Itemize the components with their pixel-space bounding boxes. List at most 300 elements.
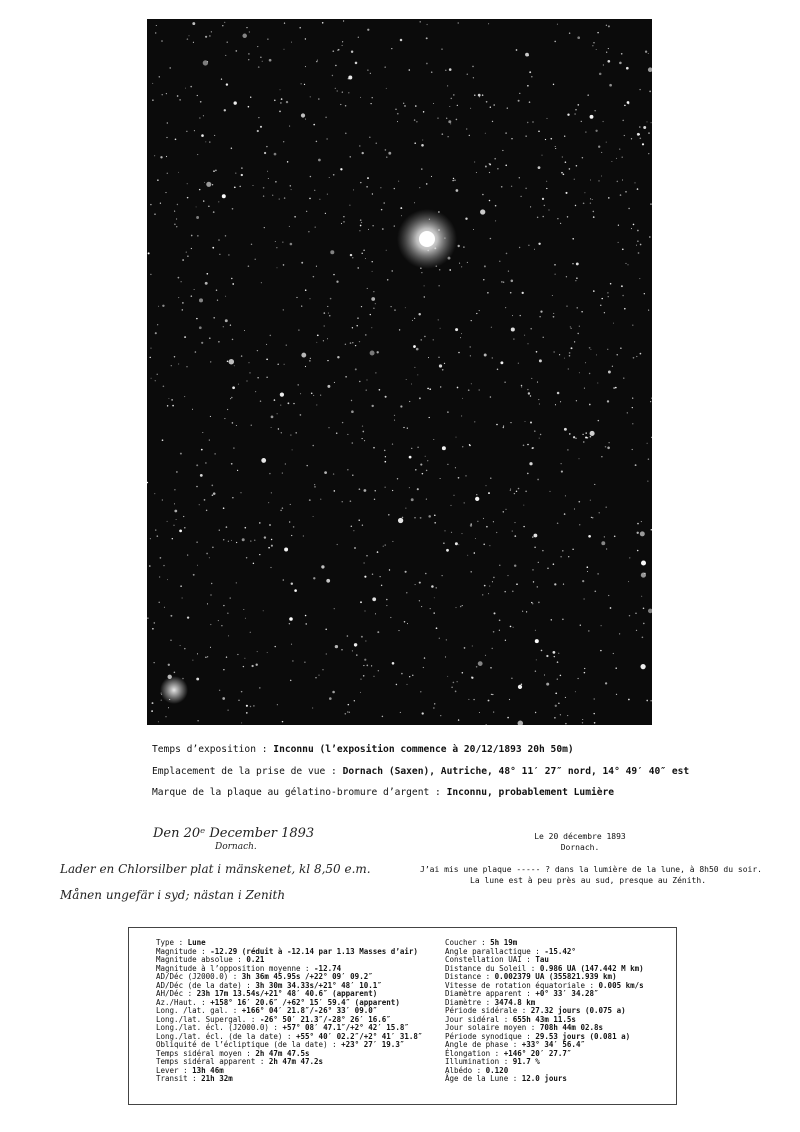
star bbox=[403, 103, 404, 104]
star bbox=[395, 108, 397, 110]
star bbox=[201, 449, 203, 451]
star bbox=[449, 68, 452, 71]
ephemeris-value: 13h 46m bbox=[192, 1065, 224, 1075]
star bbox=[612, 366, 613, 367]
transcription-line-1: J’ai mis une plaque ----- ? dans la lumière de la lune, à 8h50 du soir. bbox=[420, 865, 762, 874]
star bbox=[598, 420, 599, 421]
star bbox=[291, 189, 292, 190]
star bbox=[575, 438, 577, 440]
star bbox=[462, 398, 463, 399]
star bbox=[619, 62, 622, 65]
star bbox=[648, 132, 649, 133]
star bbox=[503, 511, 504, 512]
star bbox=[309, 198, 311, 200]
star bbox=[527, 389, 528, 390]
star bbox=[486, 526, 488, 528]
star bbox=[520, 315, 521, 316]
star bbox=[510, 626, 512, 628]
star bbox=[632, 423, 633, 424]
star bbox=[166, 137, 167, 138]
star bbox=[564, 358, 565, 359]
plate-brand-value: Inconnu, probablement Lumière bbox=[446, 787, 615, 798]
star bbox=[283, 141, 284, 142]
star bbox=[572, 238, 574, 240]
star bbox=[241, 691, 243, 693]
ephemeris-label: Temps sidéral apparent : bbox=[156, 1057, 269, 1066]
star bbox=[624, 308, 626, 310]
star bbox=[191, 295, 193, 297]
star bbox=[574, 113, 576, 115]
star bbox=[520, 196, 521, 197]
star bbox=[199, 298, 203, 302]
star bbox=[440, 328, 441, 329]
star bbox=[431, 176, 432, 177]
star bbox=[282, 242, 283, 243]
star bbox=[282, 721, 284, 723]
star bbox=[404, 105, 405, 106]
ephemeris-value: 5h 19m bbox=[490, 938, 518, 947]
star bbox=[386, 156, 387, 157]
star bbox=[482, 194, 484, 196]
star bbox=[495, 205, 497, 207]
star bbox=[635, 612, 637, 614]
star bbox=[606, 142, 607, 143]
ephemeris-value: +23° 27′ 19.3″ bbox=[341, 1040, 405, 1049]
star bbox=[398, 181, 399, 182]
star bbox=[451, 532, 452, 533]
star bbox=[533, 447, 535, 449]
star bbox=[641, 560, 646, 565]
star bbox=[590, 349, 591, 350]
star bbox=[305, 38, 306, 39]
star bbox=[565, 723, 567, 725]
star bbox=[364, 489, 367, 492]
star bbox=[411, 448, 412, 449]
star bbox=[392, 541, 393, 542]
star bbox=[385, 461, 387, 463]
star bbox=[394, 309, 395, 310]
star bbox=[365, 640, 366, 641]
star bbox=[422, 139, 423, 140]
star bbox=[429, 417, 430, 418]
star bbox=[525, 491, 527, 493]
star bbox=[597, 573, 598, 574]
star bbox=[622, 157, 623, 158]
star bbox=[326, 579, 330, 583]
star bbox=[595, 130, 597, 132]
star bbox=[192, 409, 193, 410]
star bbox=[584, 388, 585, 389]
star bbox=[353, 530, 354, 531]
star bbox=[490, 396, 492, 398]
star bbox=[354, 700, 355, 701]
star bbox=[157, 179, 159, 181]
star bbox=[450, 123, 451, 124]
star bbox=[185, 88, 186, 89]
star bbox=[489, 200, 491, 202]
star bbox=[629, 615, 630, 616]
star bbox=[628, 699, 630, 701]
star bbox=[496, 424, 498, 426]
star bbox=[211, 485, 213, 487]
star bbox=[598, 180, 599, 181]
star bbox=[193, 574, 195, 576]
star bbox=[447, 85, 448, 86]
star bbox=[578, 458, 579, 459]
star bbox=[313, 516, 314, 517]
star bbox=[465, 217, 467, 219]
star bbox=[343, 221, 344, 222]
star bbox=[223, 326, 224, 327]
star bbox=[223, 669, 224, 670]
star bbox=[374, 499, 375, 500]
star bbox=[499, 630, 500, 631]
star bbox=[159, 576, 160, 577]
star bbox=[608, 48, 609, 49]
star bbox=[537, 586, 539, 588]
star bbox=[370, 103, 371, 104]
star bbox=[197, 95, 198, 96]
star bbox=[405, 508, 406, 509]
star bbox=[169, 67, 170, 68]
star bbox=[388, 152, 391, 155]
star bbox=[187, 197, 189, 199]
star bbox=[329, 177, 330, 178]
star bbox=[365, 258, 366, 259]
star bbox=[419, 21, 420, 22]
star bbox=[478, 94, 481, 97]
star bbox=[325, 629, 327, 631]
star bbox=[383, 546, 384, 547]
star bbox=[180, 645, 181, 646]
star bbox=[167, 405, 168, 406]
star bbox=[648, 53, 649, 54]
star bbox=[152, 628, 154, 630]
star bbox=[184, 336, 186, 338]
star bbox=[492, 357, 493, 358]
star bbox=[213, 317, 215, 319]
star bbox=[390, 306, 391, 307]
star bbox=[204, 499, 206, 501]
star bbox=[150, 357, 151, 358]
star bbox=[305, 289, 307, 291]
star bbox=[590, 203, 591, 204]
ephemeris-label: AD/Déc (J2000.0) : bbox=[156, 972, 242, 981]
star bbox=[184, 396, 185, 397]
star bbox=[212, 184, 213, 185]
star bbox=[590, 198, 591, 199]
star bbox=[429, 388, 431, 390]
star bbox=[392, 443, 393, 444]
star bbox=[389, 569, 390, 570]
star bbox=[219, 530, 220, 531]
handwritten-line-2: Månen ungefär i syd; nästan i Zenith bbox=[60, 888, 286, 902]
star bbox=[269, 473, 270, 474]
star bbox=[218, 620, 219, 621]
star bbox=[290, 504, 291, 505]
star bbox=[394, 188, 395, 189]
star bbox=[151, 710, 153, 712]
star bbox=[569, 433, 571, 435]
star bbox=[574, 509, 575, 510]
star bbox=[375, 303, 376, 304]
star bbox=[525, 188, 526, 189]
star bbox=[186, 131, 187, 132]
star bbox=[632, 398, 633, 399]
star bbox=[205, 462, 206, 463]
ephemeris-value: 0.002379 UA (355821.939 km) bbox=[494, 972, 617, 981]
star bbox=[490, 667, 492, 669]
star bbox=[303, 535, 304, 536]
star bbox=[436, 627, 438, 629]
star bbox=[567, 449, 569, 451]
star bbox=[462, 605, 463, 606]
star bbox=[591, 517, 592, 518]
star bbox=[351, 442, 353, 444]
star bbox=[162, 305, 164, 307]
exposure-time-value: Inconnu (l’exposition commence à 20/12/1893 20h 50m) bbox=[273, 744, 574, 755]
star bbox=[171, 399, 173, 401]
star bbox=[282, 507, 284, 509]
star bbox=[207, 603, 208, 604]
star bbox=[202, 432, 203, 433]
star bbox=[568, 556, 569, 557]
star bbox=[355, 62, 358, 65]
star bbox=[640, 353, 642, 355]
star bbox=[314, 190, 315, 191]
star bbox=[514, 564, 516, 566]
star bbox=[316, 61, 318, 63]
star bbox=[482, 94, 484, 96]
star bbox=[407, 428, 408, 429]
ephemeris-value: 0.21 bbox=[246, 955, 265, 964]
star bbox=[577, 678, 578, 679]
star bbox=[377, 551, 379, 553]
ephemeris-value: 23h 17m 13.54s/+21° 48′ 40.6″ (apparent) bbox=[196, 989, 378, 998]
star bbox=[361, 679, 362, 680]
star bbox=[585, 132, 586, 133]
star bbox=[236, 425, 237, 426]
star bbox=[345, 105, 347, 107]
star bbox=[633, 357, 635, 359]
star bbox=[455, 691, 457, 693]
star bbox=[179, 99, 180, 100]
star bbox=[304, 84, 305, 85]
star bbox=[412, 320, 413, 321]
star bbox=[278, 428, 279, 429]
star bbox=[327, 338, 328, 339]
star bbox=[505, 307, 506, 308]
star bbox=[368, 229, 369, 230]
star bbox=[528, 392, 530, 394]
star bbox=[293, 526, 295, 528]
star bbox=[226, 83, 228, 85]
star bbox=[345, 133, 347, 135]
star bbox=[449, 106, 450, 107]
star bbox=[554, 656, 555, 657]
ephemeris-value: +57° 08′ 47.1″/+2° 42′ 15.8″ bbox=[282, 1023, 409, 1032]
star bbox=[419, 397, 421, 399]
star bbox=[522, 292, 524, 294]
star bbox=[300, 393, 301, 394]
star bbox=[361, 253, 362, 254]
star bbox=[616, 158, 617, 159]
star bbox=[310, 358, 311, 359]
star bbox=[405, 307, 406, 308]
star bbox=[199, 504, 200, 505]
star bbox=[539, 316, 540, 317]
star bbox=[230, 324, 231, 325]
star bbox=[399, 329, 400, 330]
star bbox=[532, 569, 533, 570]
star bbox=[538, 399, 539, 400]
star bbox=[456, 437, 457, 438]
star bbox=[362, 438, 363, 439]
star bbox=[335, 645, 338, 648]
star bbox=[197, 154, 198, 155]
star bbox=[538, 562, 539, 563]
ephemeris-value: 27.32 jours (0.075 a) bbox=[530, 1006, 626, 1015]
star bbox=[235, 50, 237, 52]
star bbox=[472, 66, 474, 68]
star bbox=[163, 386, 165, 388]
exposure-time-label: Temps d’exposition : bbox=[152, 744, 274, 755]
star bbox=[617, 354, 618, 355]
star bbox=[238, 700, 239, 701]
star bbox=[312, 445, 314, 447]
star bbox=[439, 269, 441, 271]
star bbox=[523, 526, 524, 527]
star bbox=[647, 443, 648, 444]
star bbox=[327, 194, 328, 195]
star bbox=[183, 516, 184, 517]
star bbox=[250, 97, 251, 98]
star bbox=[262, 61, 263, 62]
star bbox=[510, 489, 511, 490]
star bbox=[186, 366, 187, 367]
star bbox=[203, 200, 204, 201]
star bbox=[507, 717, 509, 719]
star bbox=[394, 415, 395, 416]
star bbox=[423, 111, 424, 112]
star bbox=[604, 312, 605, 313]
star bbox=[641, 596, 642, 597]
star bbox=[173, 525, 174, 526]
star bbox=[241, 355, 242, 356]
star bbox=[250, 706, 251, 707]
star bbox=[409, 676, 410, 677]
star bbox=[534, 547, 536, 549]
star bbox=[424, 657, 425, 658]
star bbox=[222, 25, 223, 26]
star bbox=[260, 400, 261, 401]
star bbox=[330, 298, 332, 300]
star bbox=[651, 700, 652, 701]
star bbox=[161, 700, 162, 701]
star bbox=[479, 389, 480, 390]
star bbox=[224, 418, 225, 419]
ephemeris-label: AH/Déc : bbox=[156, 989, 197, 998]
star bbox=[317, 334, 319, 336]
star bbox=[519, 247, 520, 248]
star bbox=[541, 650, 543, 652]
star bbox=[434, 515, 436, 517]
star bbox=[162, 439, 164, 441]
star bbox=[335, 88, 336, 89]
star bbox=[232, 422, 234, 424]
star bbox=[400, 712, 401, 713]
star bbox=[575, 205, 576, 206]
star bbox=[226, 656, 227, 657]
ephemeris-label: AD/Déc (de la date) : bbox=[156, 980, 256, 990]
star bbox=[275, 181, 277, 183]
star bbox=[150, 204, 151, 205]
star bbox=[401, 215, 402, 216]
star bbox=[540, 310, 542, 312]
star bbox=[167, 122, 168, 123]
star bbox=[423, 667, 424, 668]
star bbox=[638, 252, 640, 254]
star bbox=[562, 550, 564, 552]
star bbox=[347, 635, 349, 637]
star bbox=[466, 128, 467, 129]
star bbox=[495, 220, 496, 221]
star bbox=[211, 31, 212, 32]
star bbox=[412, 675, 413, 676]
star bbox=[555, 274, 556, 275]
star bbox=[626, 67, 629, 70]
ephemeris-label: Angle de phase : bbox=[445, 1040, 522, 1049]
star bbox=[433, 707, 434, 708]
star bbox=[283, 49, 284, 50]
star bbox=[266, 358, 268, 360]
star bbox=[483, 518, 484, 519]
star bbox=[176, 218, 177, 219]
star bbox=[642, 636, 644, 638]
star bbox=[259, 687, 261, 689]
star bbox=[555, 705, 557, 707]
star bbox=[416, 121, 417, 122]
star bbox=[362, 431, 364, 433]
star bbox=[521, 386, 522, 387]
star bbox=[150, 274, 151, 275]
handwritten-date: Den 20ᵉ December 1893 bbox=[153, 826, 315, 841]
ephemeris-label: Distance : bbox=[445, 972, 495, 981]
star bbox=[209, 35, 210, 36]
star bbox=[203, 60, 208, 65]
star bbox=[582, 157, 583, 158]
star bbox=[291, 644, 292, 645]
star bbox=[337, 90, 338, 91]
star bbox=[246, 27, 247, 28]
star bbox=[231, 463, 233, 465]
star bbox=[385, 487, 386, 488]
star bbox=[552, 295, 553, 296]
star bbox=[499, 619, 501, 621]
star bbox=[468, 699, 469, 700]
star bbox=[467, 262, 468, 263]
star bbox=[618, 225, 619, 226]
star bbox=[314, 486, 315, 487]
star bbox=[648, 153, 649, 154]
star bbox=[347, 434, 348, 435]
star bbox=[467, 555, 468, 556]
star bbox=[426, 37, 428, 39]
star bbox=[211, 583, 212, 584]
star bbox=[532, 536, 533, 537]
star bbox=[398, 630, 399, 631]
star bbox=[375, 613, 376, 614]
